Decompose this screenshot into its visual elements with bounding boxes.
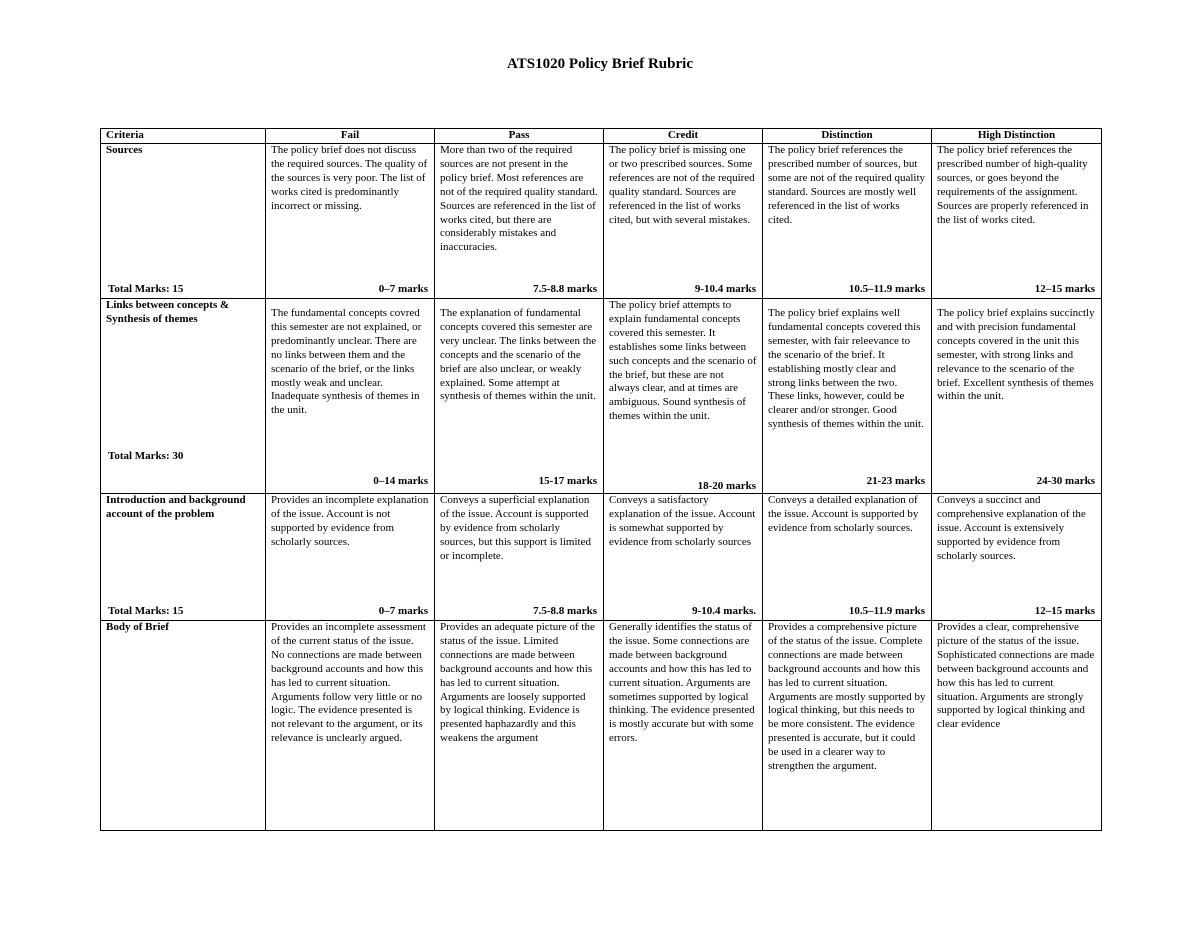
rubric-cell (435, 494, 604, 621)
rubric-row-body (101, 621, 1102, 831)
cell-description: Conveys a detailed explanation of the issue. Account is supported by evidence from scholarly sources. (768, 494, 919, 534)
criterion-cell (101, 494, 266, 621)
cell-description: More than two of the required sources are not present in the policy brief. Most references are not of the required quality standard. Sources are referenced in the list of works cited, but there are considerably mistakes and inaccuracies. (440, 144, 598, 254)
rubric-cell (604, 299, 763, 494)
header-distinction: Distinction (763, 129, 932, 144)
cell-description: Provides a clear, comprehensive picture of the status of the issue. Sophisticated connections are made between background accounts and how this has led to current situation. Arguments are strongly supported by logical thinking and clear evidence (937, 621, 1095, 731)
rubric-cell (604, 144, 763, 299)
criterion-cell (101, 299, 266, 494)
criterion-name: Body of Brief (106, 621, 169, 633)
rubric-cell (435, 299, 604, 494)
marks-range: 15-17 marks (538, 475, 597, 488)
rubric-cell (435, 144, 604, 299)
cell-description: The policy brief does not discuss the required sources. The quality of the sources is very poor. The list of works cited is predominantly incorrect or missing. (271, 144, 428, 212)
rubric-cell (266, 494, 435, 621)
header-fail: Fail (266, 129, 435, 144)
document-title: ATS1020 Policy Brief Rubric (507, 56, 693, 72)
rubric-cell (604, 621, 763, 831)
marks-range: 24-30 marks (1036, 475, 1095, 488)
cell-description: The policy brief references the prescribed number of sources, but some are not of the required quality standard. Sources are mostly well referenced in the list of works cited. (768, 144, 926, 226)
cell-description: Conveys a superficial explanation of the issue. Account is supported by evidence from scholarly sources, but this support is limited or incomplete. (440, 494, 591, 562)
rubric-cell (932, 621, 1102, 831)
header-pass: Pass (435, 129, 604, 144)
total-marks: Total Marks: 15 (108, 283, 184, 296)
cell-description: Provides an incomplete explanation of the issue. Account is not supported by evidence from scholarly sources. (271, 494, 429, 548)
cell-description: The explanation of fundamental concepts covered this semester are very unclear. The links between the concepts and the scenario of the brief are also unclear, or weakly explained. Some attempt at synthesis of themes within the unit. (440, 307, 597, 403)
cell-description: The policy brief attempts to explain fundamental concepts covered this semester. It establishes some links between such concepts and the scenario of the brief, but these are not always clear, and at times are ambiguous. Sound synthesis of themes within the unit. (609, 299, 757, 423)
rubric-row-links (101, 299, 1102, 494)
header-high-distinction: High Distinction (932, 129, 1102, 144)
rubric-cell (604, 494, 763, 621)
criterion-name: Links between concepts & Synthesis of themes (106, 299, 230, 325)
rubric-cell (266, 144, 435, 299)
rubric-cell (932, 299, 1102, 494)
rubric-cell (266, 621, 435, 831)
cell-description: The policy brief explains well fundamental concepts covered this semester, with fair releevance to the scenario of the brief. It establishing mostly clear and strong links between the two. These links, however, could be clearer and/or stronger. Good synthesis of themes within the unit. (768, 307, 924, 431)
cell-description: The policy brief explains succinctly and with precision fundamental concepts covered in the unit this semester, with strong links and relevance to the scenario of the brief. Excellent synthesis of themes within the unit. (937, 307, 1095, 403)
criterion-name: Introduction and background account of the problem (106, 494, 246, 520)
marks-range: 7.5-8.8 marks (533, 283, 597, 296)
rubric-row-sources (101, 144, 1102, 299)
total-marks: Total Marks: 15 (108, 605, 184, 618)
rubric-cell (763, 494, 932, 621)
rubric-cell (763, 299, 932, 494)
marks-range: 21-23 marks (866, 475, 925, 488)
marks-range: 12–15 marks (1034, 605, 1095, 618)
rubric-cell (763, 144, 932, 299)
cell-description: Conveys a satisfactory explanation of the issue. Account is somewhat supported by evidence from scholarly sources (609, 494, 756, 548)
rubric-cell (435, 621, 604, 831)
cell-description: Conveys a succinct and comprehensive explanation of the issue. Account is extensively supported by evidence from scholarly sources. (937, 494, 1086, 562)
criterion-cell (101, 621, 266, 831)
cell-description: Generally identifies the status of the issue. Some connections are made between background accounts and how this has led to current situation. Arguments are sometimes supported by logical thinking. The evidence presented is mostly accurate but with some errors. (609, 621, 755, 745)
marks-range: 0–7 marks (378, 283, 428, 296)
total-marks: Total Marks: 30 (108, 450, 184, 463)
marks-range: 10.5–11.9 marks (848, 283, 925, 296)
marks-range: 9-10.4 marks. (692, 605, 756, 618)
header-credit: Credit (604, 129, 763, 144)
marks-range: 10.5–11.9 marks (848, 605, 925, 618)
rubric-row-introduction (101, 494, 1102, 621)
marks-range: 7.5-8.8 marks (533, 605, 597, 618)
header-criteria: Criteria (101, 129, 266, 144)
rubric-cell (266, 299, 435, 494)
cell-description: The policy brief is missing one or two prescribed sources. Some references are not of the required quality standard. Sources are referenced in the list of works cited, but with several mistakes. (609, 144, 755, 226)
cell-description: Provides an incomplete assessment of the current status of the issue. No connections are made between background accounts and how this has led to current situation. Arguments follow very little or no logic. The evidence presented is not relevant to the argument, or its relevance is unclearly argued. (271, 621, 426, 745)
marks-range: 0–7 marks (378, 605, 428, 618)
header-row (101, 129, 1102, 144)
rubric-cell (932, 494, 1102, 621)
cell-description: Provides an adequate picture of the status of the issue. Limited connections are made between background accounts and how this has led to current situation. Arguments are loosely supported by logical thinking. Evidence is presented haphazardly and this weakens the argument (440, 621, 595, 745)
criterion-name: Sources (106, 144, 143, 156)
rubric-table (100, 128, 1102, 831)
rubric-cell (932, 144, 1102, 299)
marks-range: 9-10.4 marks (694, 283, 756, 296)
marks-range: 12–15 marks (1034, 283, 1095, 296)
cell-description: The policy brief references the prescribed number of high-quality sources, or goes beyond the requirements of the assignment. Sources are properly referenced in the list of works cited. (937, 144, 1089, 226)
cell-description: The fundamental concepts covred this semester are not explained, or predominantly unclear. There are no links between them and the scenario of the brief, or the links mostly weak and unclear. Inadequate synthesis of themes in the unit. (271, 307, 422, 417)
marks-range: 18-20 marks (697, 480, 756, 493)
marks-range: 0–14 marks (373, 475, 428, 488)
rubric-cell (763, 621, 932, 831)
criterion-cell (101, 144, 266, 299)
cell-description: Provides a comprehensive picture of the status of the issue. Complete connections are made between background accounts and how this has led to current situation. Arguments are mostly supported by logical thinking, but this needs to be more consistent. The evidence presented is accurate, but it could be used in a clearer way to strengthen the argument. (768, 621, 926, 773)
